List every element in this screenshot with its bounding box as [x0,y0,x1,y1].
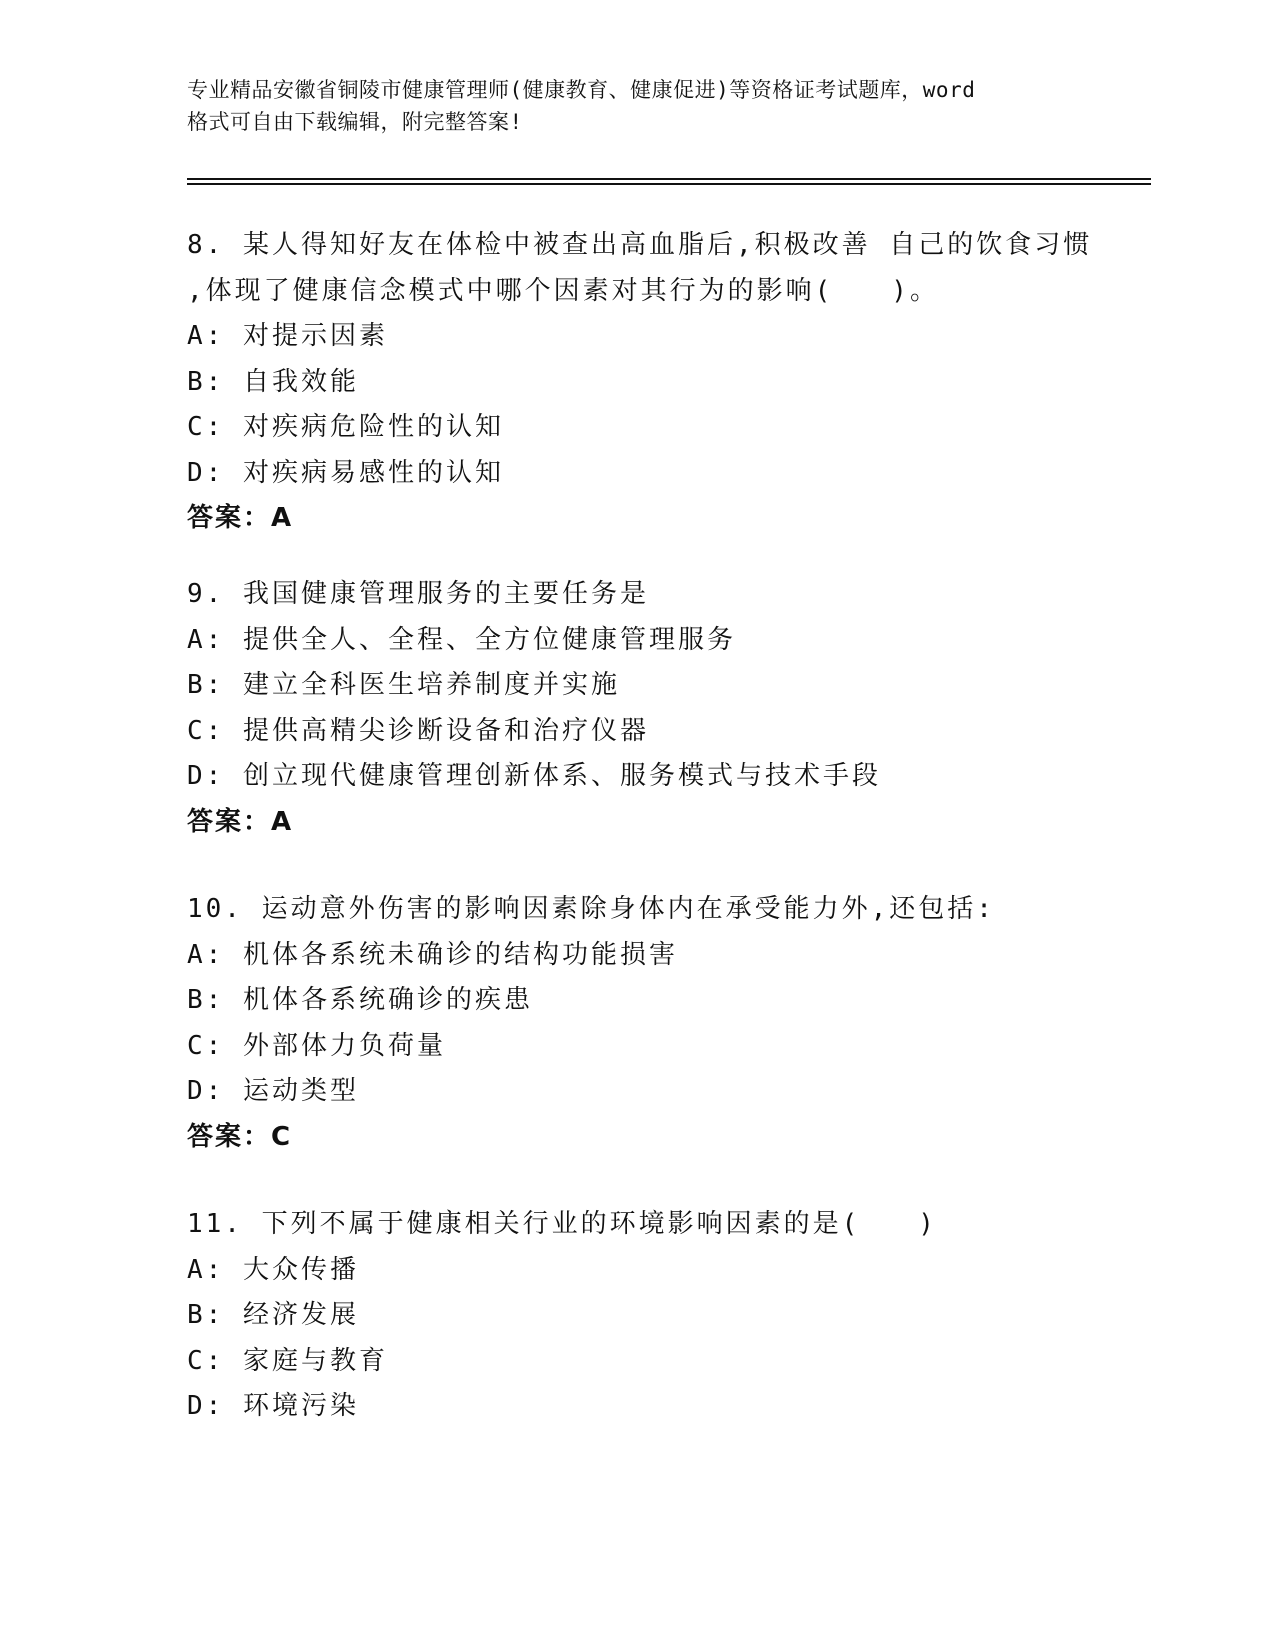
option-d: D: 环境污染 [187,1391,359,1421]
option-c: C: 家庭与教育 [187,1345,388,1376]
answer-label: 答案：A [187,503,294,533]
option-d: D: 运动类型 [187,1076,359,1106]
header-line-2: 格式可自由下载编辑，附完整答案! [187,110,523,134]
question-stem: 9. 我国健康管理服务的主要任务是 [187,579,649,609]
document-header [187,74,1087,138]
question-stem-continued: ,体现了健康信念模式中哪个因素对其行为的影响( )。 [187,275,939,306]
header-divider-top [187,178,1151,180]
option-a: A: 机体各系统未确诊的结构功能损害 [187,939,678,970]
question-11 [187,1202,1107,1430]
option-c: C: 外部体力负荷量 [187,1030,446,1061]
answer-label: 答案：A [187,806,294,837]
option-d: D: 创立现代健康管理创新体系、服务模式与技术手段 [187,761,881,791]
question-9 [187,572,1107,845]
option-b: B: 经济发展 [187,1300,359,1330]
header-divider-bottom [187,183,1151,185]
answer-label: 答案：C [187,1121,293,1152]
option-d: D: 对疾病易感性的认知 [187,457,504,488]
option-c: C: 对疾病危险性的认知 [187,412,504,442]
question-8 [187,223,1107,542]
option-b: B: 建立全科医生培养制度并实施 [187,670,620,700]
header-line-1: 专业精品安徽省铜陵市健康管理师(健康教育、健康促进)等资格证考试题库，word [187,78,976,102]
option-b: B: 机体各系统确诊的疾患 [187,985,533,1015]
question-stem: 10. 运动意外伤害的影响因素除身体内在承受能力外,还包括: [187,894,995,924]
option-b: B: 自我效能 [187,366,359,397]
option-c: C: 提供高精尖诊断设备和治疗仪器 [187,715,649,746]
option-a: A: 大众传播 [187,1254,359,1285]
question-stem: 8. 某人得知好友在体检中被查出高血脂后,积极改善 自己的饮食习惯 [187,230,1093,260]
question-stem: 11. 下列不属于健康相关行业的环境影响因素的是( ) [187,1209,937,1239]
option-a: A: 提供全人、全程、全方位健康管理服务 [187,624,736,655]
question-10 [187,887,1107,1160]
option-a: A: 对提示因素 [187,321,388,351]
